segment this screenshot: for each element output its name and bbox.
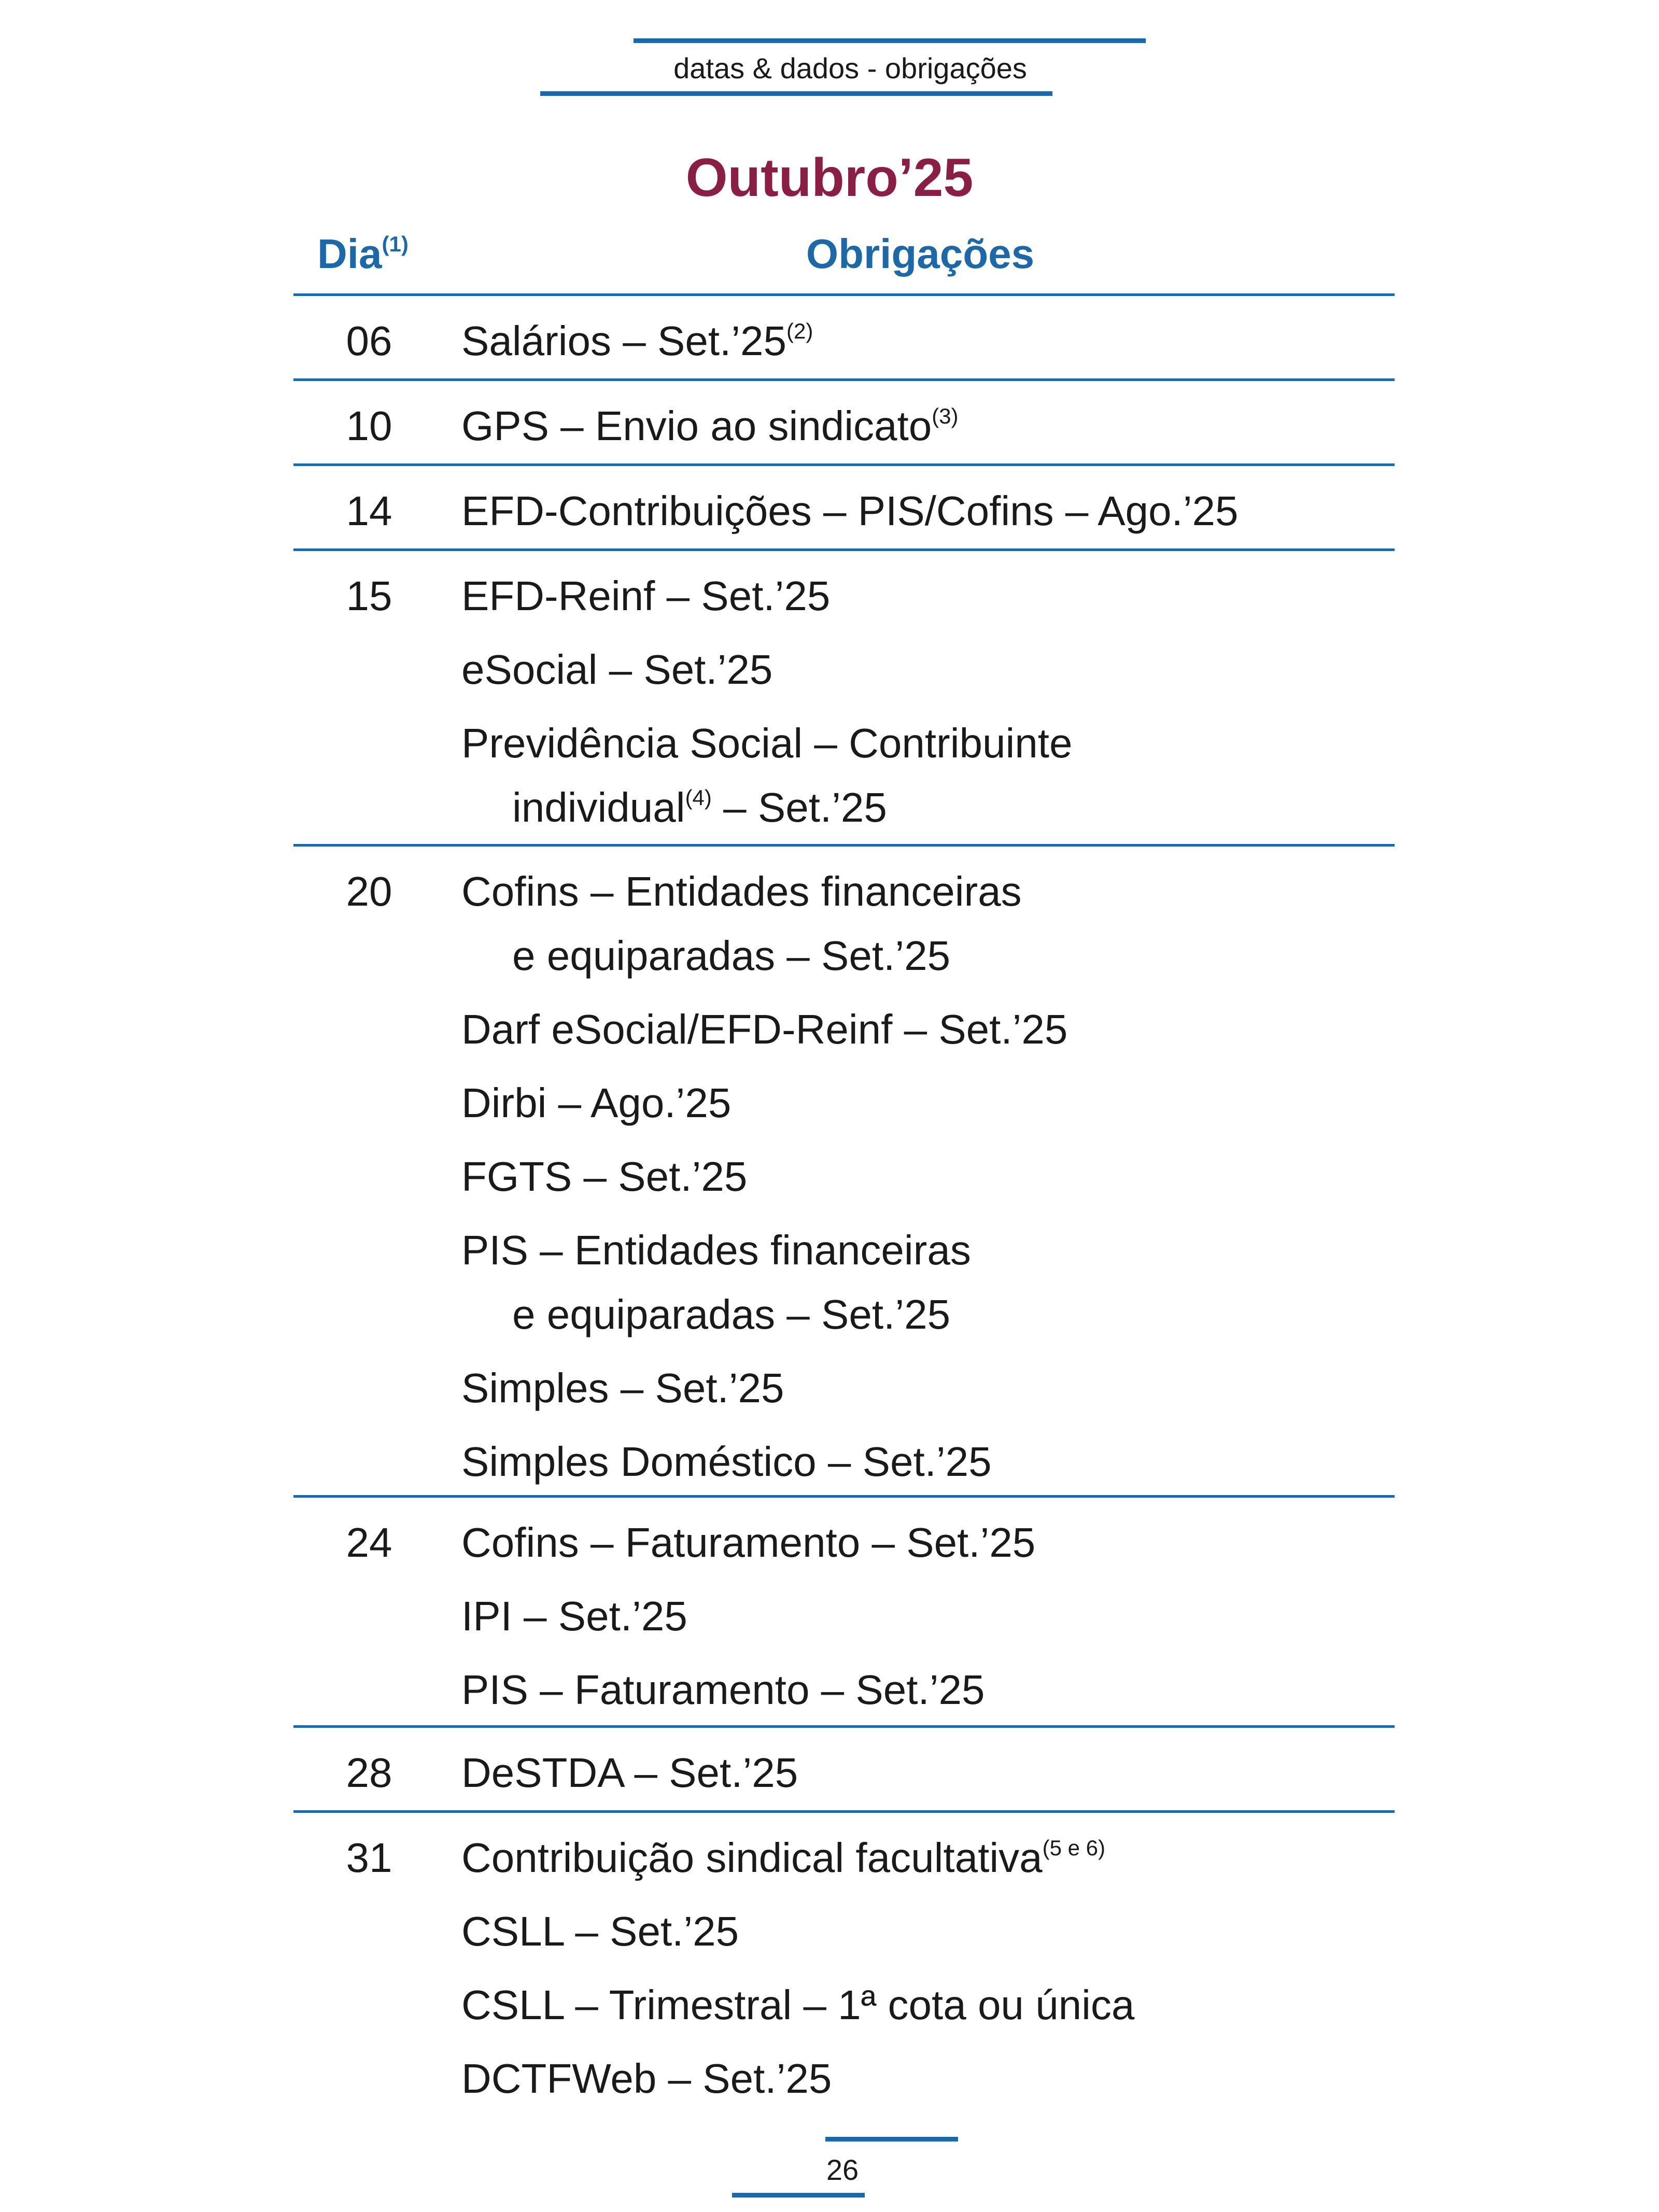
table-rule	[293, 1810, 1395, 1813]
footnote-ref: (4)	[685, 785, 712, 810]
footer-rule-top	[825, 2137, 958, 2141]
column-header-day-label: Dia	[317, 231, 382, 277]
obligation-item: DeSTDA – Set.’25	[461, 1750, 798, 1796]
obligation-item: Simples Doméstico – Set.’25	[461, 1439, 992, 1485]
page-title: Outubro’25	[685, 148, 974, 208]
footnote-ref: (3)	[932, 404, 959, 428]
obligation-item: CSLL – Trimestral – 1ª cota ou única	[461, 1982, 1135, 2028]
obligation-text: GPS – Envio ao sindicato	[461, 403, 932, 449]
obligation-item: Cofins – Faturamento – Set.’25	[461, 1519, 1036, 1566]
obligation-item: Cofins – Entidades financeiras	[461, 868, 1022, 914]
obligation-item: Simples – Set.’25	[461, 1365, 784, 1411]
row-day: 14	[346, 488, 392, 534]
obligation-item	[461, 315, 1384, 367]
table-rule	[293, 548, 1395, 551]
row-day: 31	[346, 1835, 392, 1881]
obligation-item: Dirbi – Ago.’25	[461, 1080, 732, 1126]
row-day: 20	[346, 868, 392, 914]
table-rule	[293, 378, 1395, 381]
column-header-day	[317, 228, 409, 280]
obligation-item-continuation: e equiparadas – Set.’25	[512, 1291, 951, 1337]
header-rule-top	[634, 38, 1146, 43]
footnote-ref: (5 e 6)	[1042, 1836, 1105, 1860]
obligation-item: DCTFWeb – Set.’25	[461, 2055, 832, 2102]
column-header-day-footnote: (1)	[382, 232, 409, 256]
obligation-item-continuation: e equiparadas – Set.’25	[512, 933, 951, 979]
table-rule	[293, 293, 1395, 296]
obligation-item: EFD-Reinf – Set.’25	[461, 573, 831, 619]
obligation-item: IPI – Set.’25	[461, 1593, 687, 1639]
column-header-obligations: Obrigações	[806, 231, 1035, 277]
table-rule	[293, 1495, 1395, 1498]
obligation-text: – Set.’25	[711, 784, 887, 830]
row-day: 28	[346, 1750, 392, 1796]
page-number: 26	[826, 2153, 859, 2186]
obligation-item	[461, 400, 1384, 452]
obligation-item: EFD-Contribuições – PIS/Cofins – Ago.’25	[461, 488, 1239, 534]
row-day: 06	[346, 318, 392, 364]
row-day: 24	[346, 1519, 392, 1566]
section-header: datas & dados - obrigações	[673, 52, 1027, 84]
obligation-item: FGTS – Set.’25	[461, 1153, 748, 1200]
row-day: 10	[346, 403, 392, 449]
obligation-item: CSLL – Set.’25	[461, 1908, 739, 1954]
table-rule	[293, 1725, 1395, 1728]
footer-rule-bottom	[732, 2193, 865, 2197]
obligation-text: individual	[512, 784, 685, 830]
obligation-item: Previdência Social – Contribuinte	[461, 720, 1073, 766]
header-rule-bottom	[540, 91, 1052, 96]
table-rule	[293, 463, 1395, 466]
obligation-item: Darf eSocial/EFD-Reinf – Set.’25	[461, 1006, 1068, 1052]
obligation-item: eSocial – Set.’25	[461, 646, 773, 693]
obligation-item	[461, 1832, 1384, 1884]
obligation-item: PIS – Faturamento – Set.’25	[461, 1667, 985, 1713]
obligation-item-continuation	[512, 782, 1383, 834]
obligation-text: Contribuição sindical facultativa	[461, 1835, 1043, 1881]
footnote-ref: (2)	[786, 319, 813, 343]
obligation-item: PIS – Entidades financeiras	[461, 1227, 971, 1273]
obligation-text: Salários – Set.’25	[461, 318, 787, 364]
row-day: 15	[346, 573, 392, 619]
table-rule	[293, 844, 1395, 847]
